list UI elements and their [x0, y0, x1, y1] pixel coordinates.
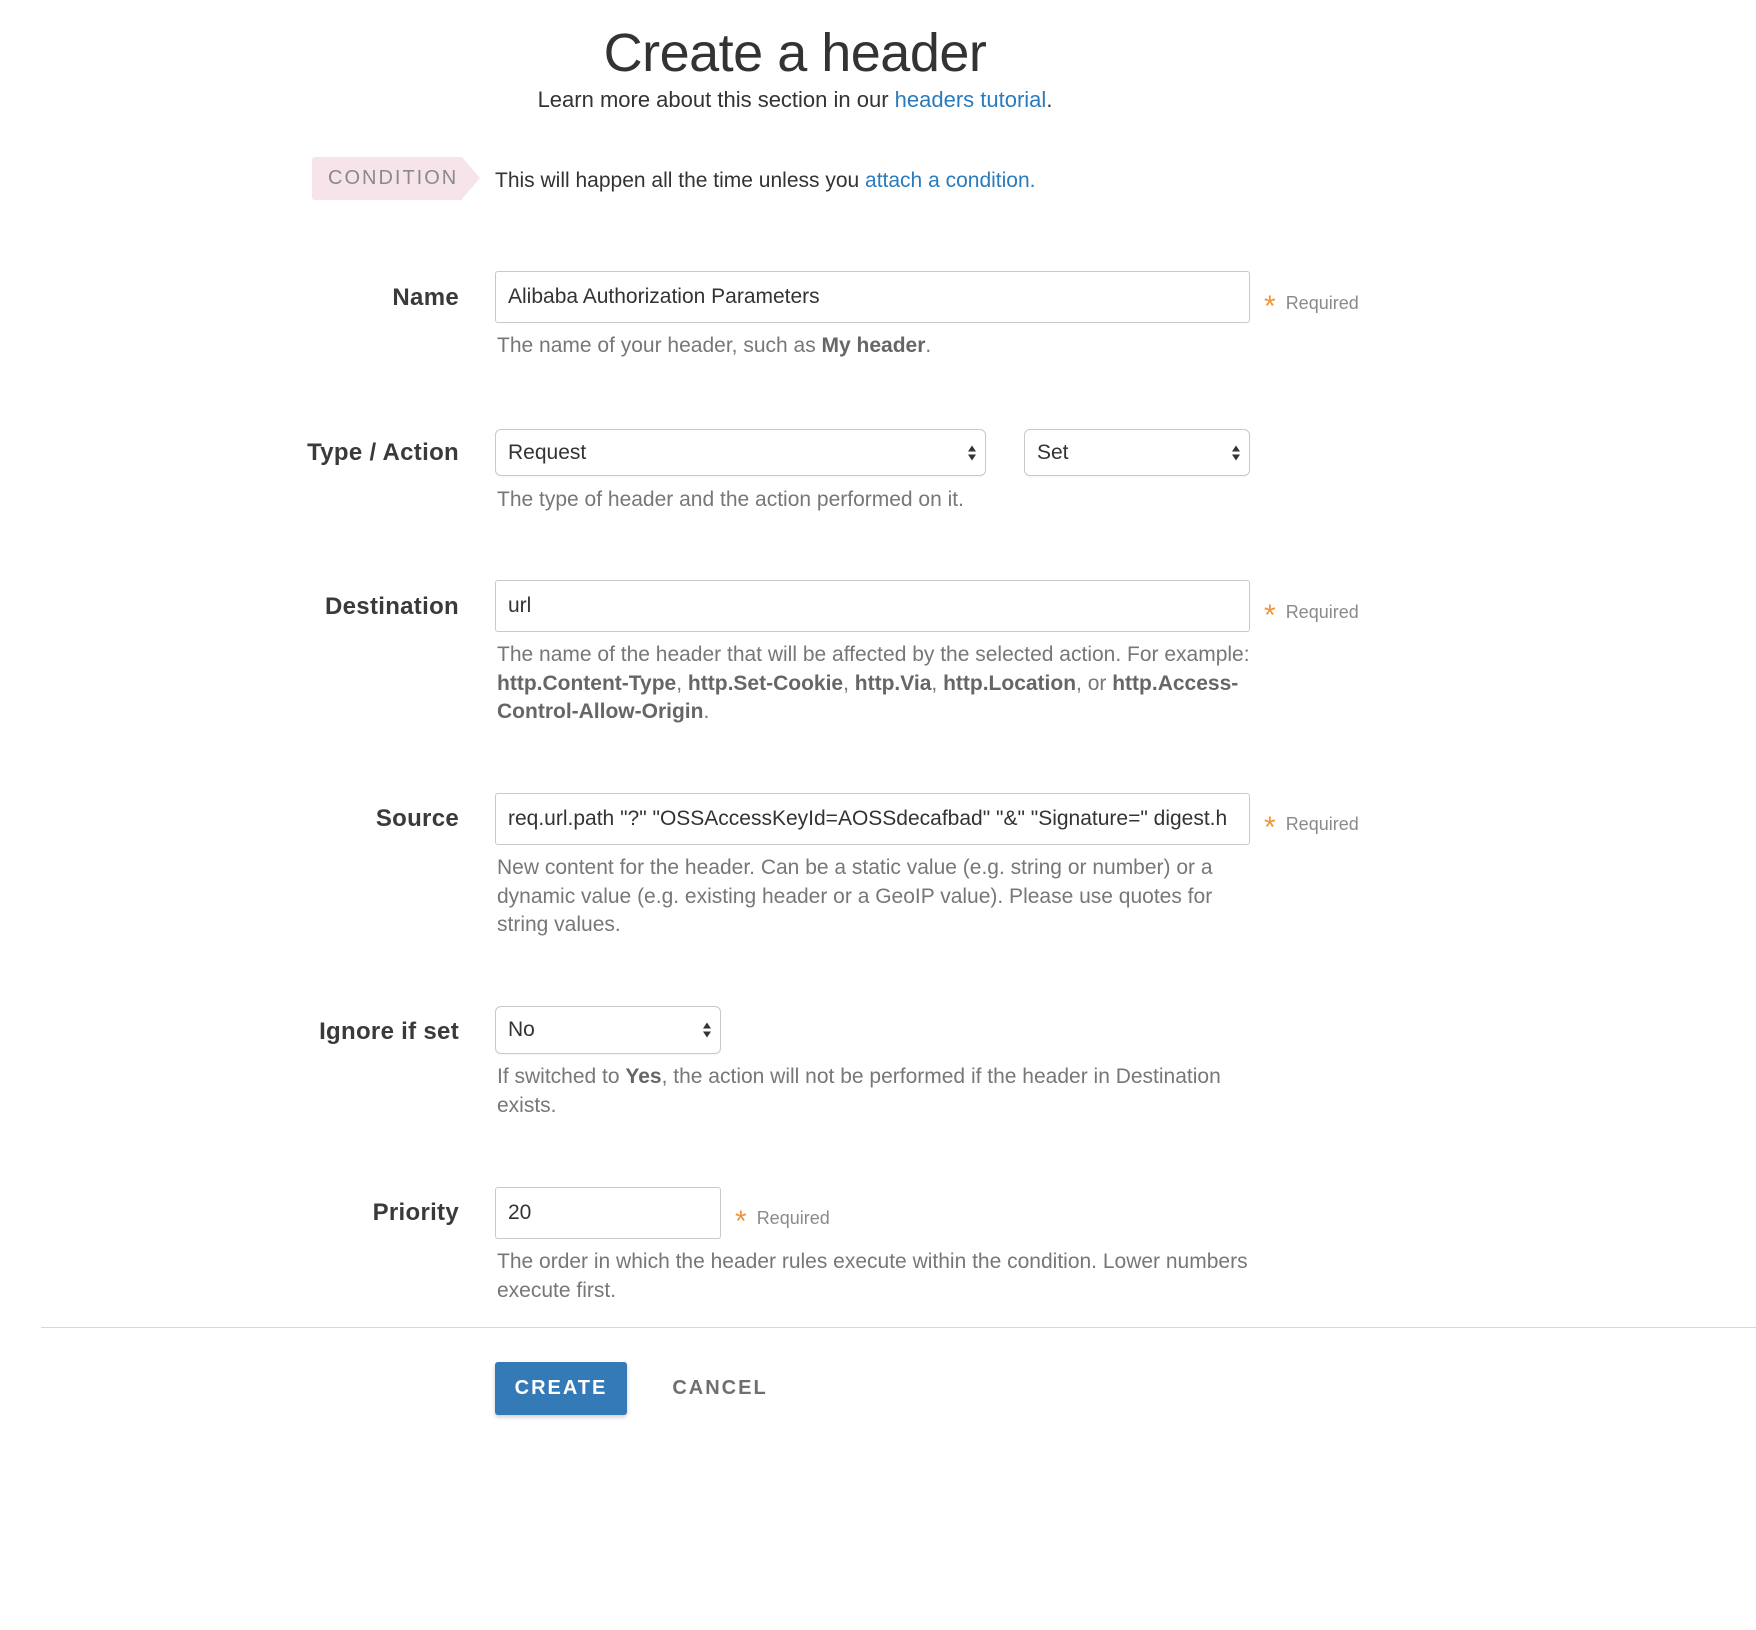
source-help: New content for the header. Can be a static value (e.g. string or number) or a dynamic value (e.g. existing header or a GeoIP value). Please use quotes for string values. [497, 856, 1213, 936]
priority-input[interactable] [495, 1187, 721, 1239]
attach-condition-link[interactable]: attach a condition. [865, 169, 1036, 192]
destination-required [1264, 593, 1359, 631]
type-action-label: Type / Action [307, 439, 459, 466]
required-star-icon: * [1264, 599, 1276, 632]
required-star-icon: * [1264, 290, 1276, 323]
ignore-if-set-help: If switched to Yes, the action will not be performed if the header in Destination exists. [497, 1065, 1221, 1117]
priority-help: The order in which the header rules execute within the condition. Lower numbers execute first. [497, 1250, 1248, 1302]
name-label: Name [392, 284, 459, 311]
required-label: Required [1285, 292, 1359, 313]
required-label: Required [756, 1207, 830, 1228]
headers-tutorial-link[interactable]: headers tutorial [894, 87, 1047, 112]
cancel-button[interactable]: CANCEL [672, 1377, 768, 1399]
page-subtitle [0, 87, 1590, 113]
destination-input[interactable] [495, 580, 1250, 632]
action-select[interactable] [1024, 429, 1250, 476]
name-help: The name of your header, such as My header. [497, 334, 932, 357]
destination-input-value: url [508, 594, 532, 617]
ignore-if-set-label: Ignore if set [319, 1018, 459, 1045]
form-divider [41, 1327, 1756, 1328]
condition-description: This will happen all the time unless you [495, 169, 866, 192]
type-action-help: The type of header and the action performed on it. [497, 488, 964, 511]
required-label: Required [1285, 601, 1359, 622]
source-input[interactable] [495, 793, 1250, 845]
ignore-if-set-select[interactable] [495, 1006, 721, 1054]
condition-text [495, 169, 1035, 193]
subtitle-text: Learn more about this section in our [537, 87, 895, 112]
source-input-value: req.url.path "?" "OSSAccessKeyId=AOSSdecafbad" "&" "Signature=" digest.h [508, 807, 1228, 830]
type-select-value: Request [508, 440, 587, 464]
priority-required [735, 1199, 830, 1237]
subtitle-suffix: . [1046, 87, 1053, 112]
destination-label: Destination [325, 593, 459, 620]
select-arrows-icon [968, 445, 976, 460]
action-select-value: Set [1037, 440, 1069, 464]
name-required [1264, 284, 1359, 322]
priority-input-value: 20 [508, 1201, 532, 1224]
name-input[interactable] [495, 271, 1250, 323]
ignore-if-set-value: No [508, 1018, 535, 1041]
source-required [1264, 805, 1359, 843]
name-input-value: Alibaba Authorization Parameters [508, 285, 820, 308]
type-select[interactable] [495, 429, 986, 476]
condition-tag: CONDITION [312, 157, 462, 200]
select-arrows-icon [703, 1023, 711, 1038]
required-label: Required [1285, 813, 1359, 834]
priority-label: Priority [372, 1199, 459, 1226]
source-label: Source [375, 805, 459, 832]
select-arrows-icon [1232, 445, 1240, 460]
create-button[interactable]: CREATE [495, 1362, 627, 1415]
page-title: Create a header [603, 23, 987, 83]
required-star-icon: * [1264, 811, 1276, 844]
destination-help: The name of the header that will be affected by the selected action. For example: http.Content-Type, http.Set-Cookie, http.Via, http.Location, or http.Access-Control-Allow-Origin. [497, 643, 1250, 723]
required-star-icon: * [735, 1205, 747, 1238]
